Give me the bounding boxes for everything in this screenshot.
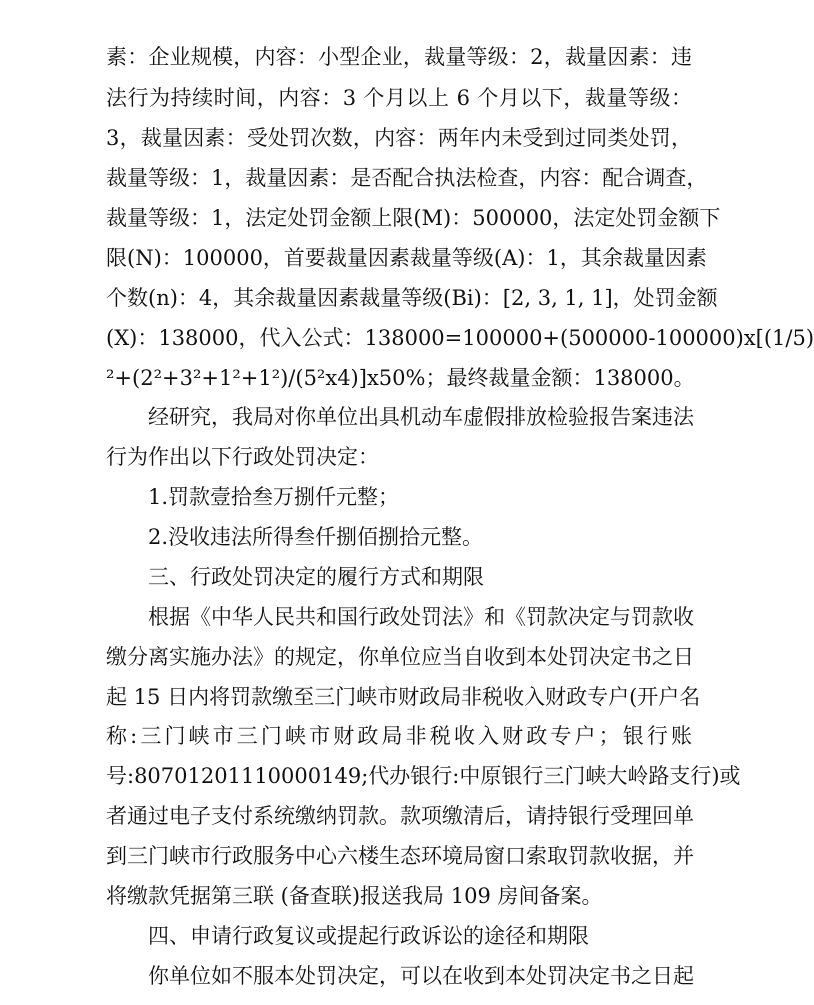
text-line-8: (X)：138000，代入公式：138000=100000+(500000-100000)x[(1/5) (106, 326, 814, 350)
text-line-1: 素：企业规模，内容：小型企业，裁量等级：2，裁量因素：违 (106, 45, 692, 69)
payment-line-2: 缴分离实施办法》的规定，你单位应当自收到本处罚决定书之日 (106, 645, 694, 669)
payment-line-7: 到三门峡市行政服务中心六楼生态环境局窗口索取罚款收据，并 (106, 844, 694, 868)
payment-line-6: 者通过电子支付系统缴纳罚款。款项缴清后，请持银行受理回单 (106, 804, 694, 828)
decision-intro-line-2: 行为作出以下行政处罚决定： (106, 445, 379, 469)
text-line-4: 裁量等级：1，裁量因素：是否配合执法检查，内容：配合调查， (106, 166, 708, 190)
payment-line-5: 号:80701201110000149;代办银行:中原银行三门峡大岭路支行)或 (106, 764, 741, 788)
decision-item-2: 2.没收违法所得叁仟捌佰捌拾元整。 (148, 525, 484, 549)
section-heading-3: 三、行政处罚决定的履行方式和期限 (148, 565, 484, 589)
text-line-3: 3，裁量因素：受处罚次数，内容：两年内未受到过同类处罚， (106, 126, 692, 150)
text-line-5: 裁量等级：1，法定处罚金额上限(M)：500000，法定处罚金额下 (106, 206, 721, 230)
payment-line-8: 将缴款凭据第三联 (备查联)报送我局 109 房间备案。 (106, 884, 603, 908)
text-line-6: 限(N)：100000，首要裁量因素裁量等级(A)：1，其余裁量因素 (106, 246, 707, 270)
payment-line-3: 起 15 日内将罚款缴至三门峡市财政局非税收入财政专户(开户名 (106, 685, 701, 709)
payment-line-1: 根据《中华人民共和国行政处罚法》和《罚款决定与罚款收 (148, 605, 694, 629)
decision-item-1: 1.罚款壹拾叁万捌仟元整； (148, 485, 400, 509)
text-line-9: ²+(2²+3²+1²+1²)/(5²x4)]x50%；最终裁量金额：138000。 (106, 366, 695, 390)
appeal-line-1: 你单位如不服本处罚决定，可以在收到本处罚决定书之日起 (148, 964, 694, 988)
section-heading-4: 四、申请行政复议或提起行政诉讼的途径和期限 (148, 924, 589, 948)
decision-intro-line-1: 经研究，我局对你单位出具机动车虚假排放检验报告案违法 (148, 405, 694, 429)
text-line-7: 个数(n)：4，其余裁量因素裁量等级(Bi)：[2, 3, 1, 1]，处罚金额 (106, 286, 718, 310)
payment-line-4: 称:三门峡市三门峡市财政局非税收入财政专户；银行账 (106, 724, 692, 748)
text-line-2: 法行为持续时间，内容：3 个月以上 6 个月以下，裁量等级： (106, 86, 692, 110)
